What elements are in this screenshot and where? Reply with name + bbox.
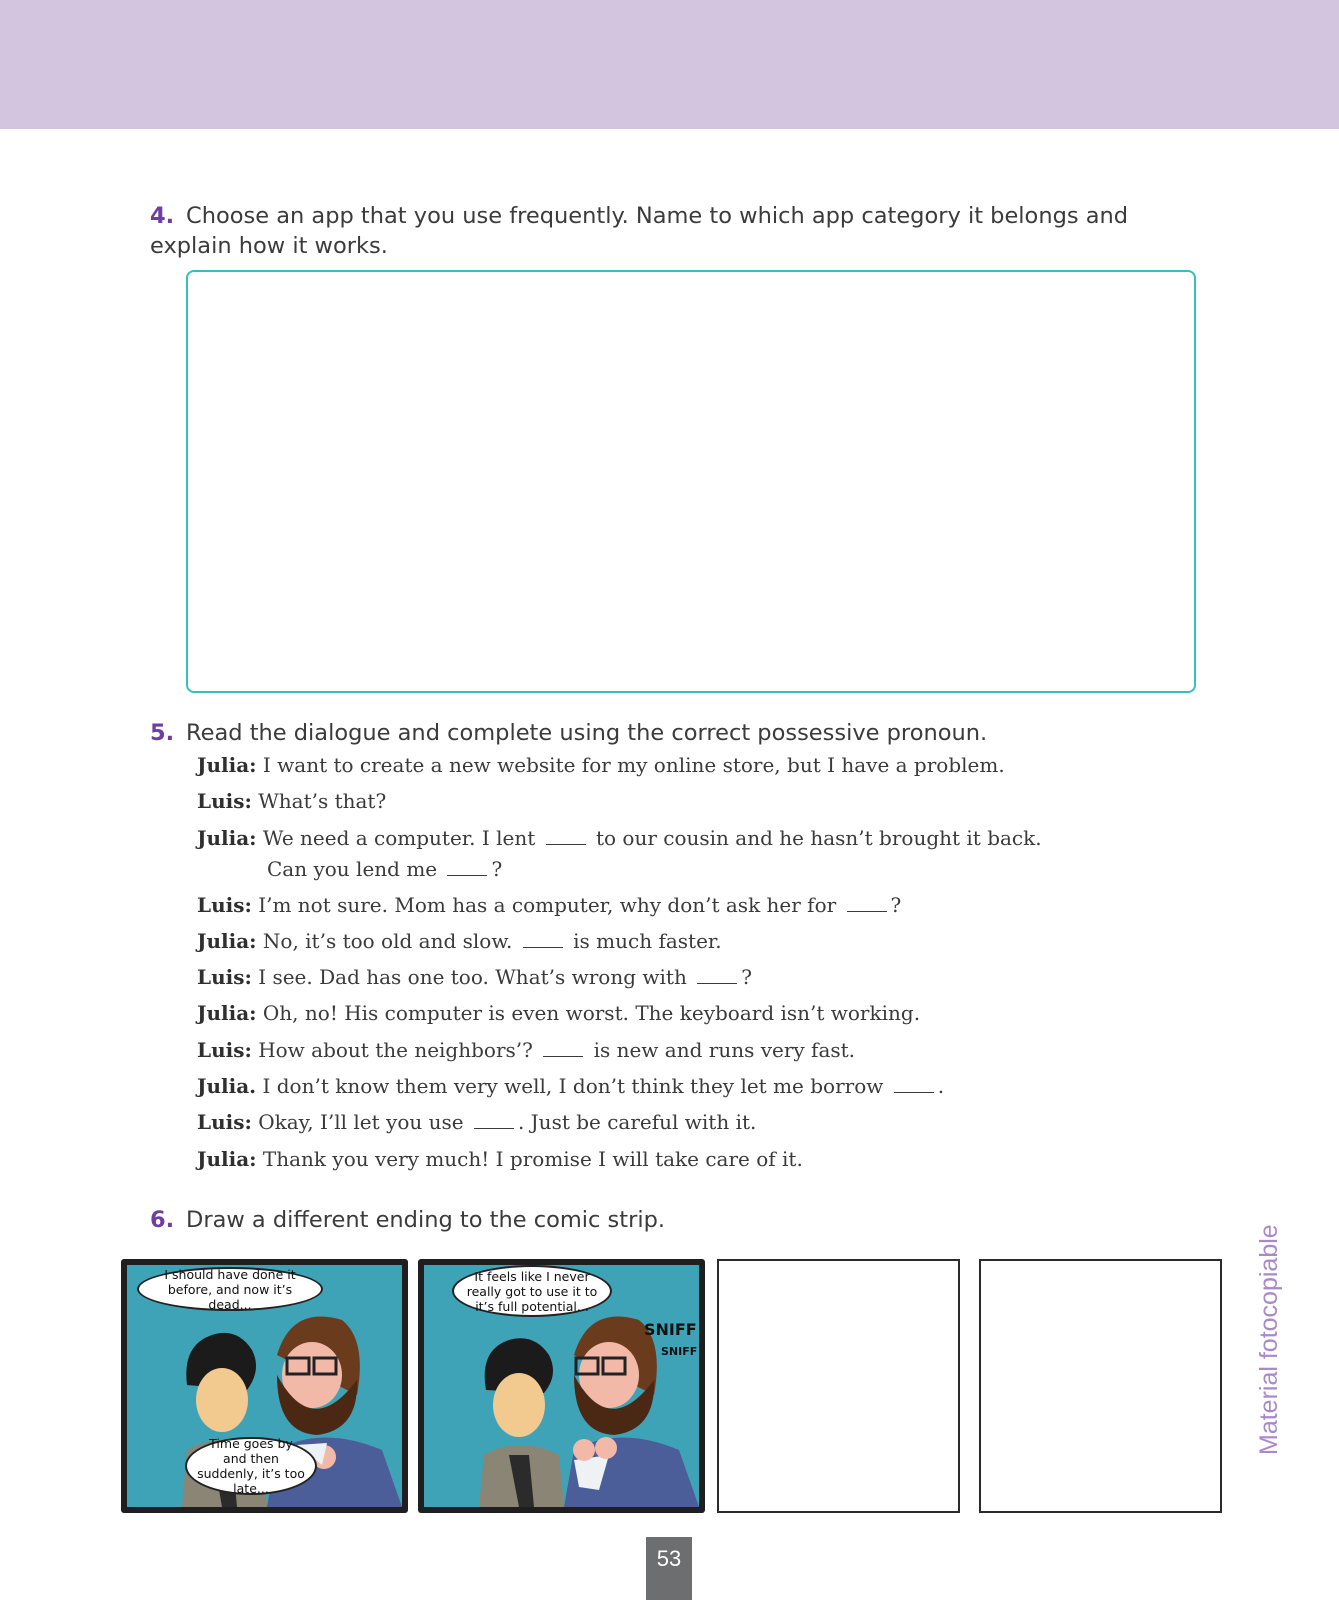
exercise-5-prompt: [150, 718, 987, 748]
photocopiable-label: Material fotocopiable: [1255, 1224, 1283, 1455]
dialogue-line: [197, 825, 1042, 851]
line-text: ?: [890, 893, 902, 917]
answer-blank[interactable]: [546, 830, 586, 845]
line-text: How about the neighbors’?: [258, 1038, 540, 1062]
line-text: Oh, no! His computer is even worst. The keyboard isn’t working.: [262, 1001, 921, 1025]
exercise-5-text: Read the dialogue and complete using the correct possessive pronoun.: [186, 720, 988, 746]
sniff-sound-effect: SNIFF: [644, 1320, 697, 1339]
speaker: Luis:: [197, 893, 252, 917]
speaker: Luis:: [197, 1038, 252, 1062]
dialogue-line: [197, 752, 1005, 778]
answer-blank[interactable]: [447, 861, 487, 876]
drawing-panel-4[interactable]: [979, 1259, 1222, 1513]
line-text: Thank you very much! I promise I will take care of it.: [262, 1147, 803, 1171]
dialogue-line: [197, 964, 752, 990]
exercise-4-answer-box[interactable]: [186, 270, 1196, 693]
line-text: I want to create a new website for my online store, but I have a problem.: [262, 753, 1005, 777]
answer-blank[interactable]: [847, 897, 887, 912]
line-text: Can you lend me: [267, 857, 444, 881]
line-text: ?: [491, 857, 503, 881]
line-text: is much faster.: [566, 929, 722, 953]
page-number: 53: [646, 1537, 692, 1600]
dialogue-line: [197, 892, 901, 918]
speaker: Julia:: [197, 929, 257, 953]
dialogue-line: [197, 1073, 944, 1099]
speech-bubble-top: I should have done it before, and now it’s dead...: [137, 1267, 323, 1311]
line-text: I’m not sure. Mom has a computer, why don’t ask her for: [258, 893, 843, 917]
line-text: No, it’s too old and slow.: [262, 929, 519, 953]
line-text: We need a computer. I lent: [262, 826, 542, 850]
comic-scene: [424, 1265, 699, 1507]
drawing-panel-3[interactable]: [717, 1259, 960, 1513]
exercise-4-number: 4.: [150, 203, 175, 229]
answer-blank[interactable]: [474, 1114, 514, 1129]
answer-blank[interactable]: [894, 1078, 934, 1093]
speaker: Julia.: [197, 1074, 257, 1098]
answer-blank[interactable]: [543, 1042, 583, 1057]
speaker: Luis:: [197, 965, 252, 989]
dialogue-line: [197, 1000, 920, 1026]
line-text: is new and runs very fast.: [587, 1038, 856, 1062]
line-text: I see. Dad has one too. What’s wrong with: [258, 965, 694, 989]
exercise-4-text: Choose an app that you use frequently. Name to which app category it belongs and explain how it works.: [150, 203, 1129, 259]
dialogue-line: [197, 1037, 855, 1063]
line-text: Okay, I’ll let you use: [258, 1110, 470, 1134]
exercise-6-prompt: [150, 1205, 665, 1235]
comic-scene: [127, 1265, 402, 1507]
comic-panel-2: [418, 1259, 705, 1513]
line-text: What’s that?: [258, 789, 387, 813]
line-text: ?: [741, 965, 752, 989]
dialogue-line: [197, 788, 386, 814]
exercise-5-number: 5.: [150, 720, 175, 746]
speaker: Luis:: [197, 1110, 252, 1134]
sniff-sound-effect: SNIFF: [661, 1345, 698, 1358]
dialogue-line: [197, 928, 722, 954]
dialogue-line: [197, 1109, 756, 1135]
speaker: Julia:: [197, 1001, 257, 1025]
dialogue-line: [197, 1146, 803, 1172]
speaker: Julia:: [197, 826, 257, 850]
exercise-4-prompt: [150, 201, 1190, 261]
speech-bubble-bottom: Time goes by and then suddenly, it’s too late...: [185, 1437, 317, 1495]
speech-bubble: It feels like I never really got to use it to it’s full potential...: [452, 1265, 612, 1317]
line-text: to our cousin and he hasn’t brought it back.: [589, 826, 1042, 850]
exercise-6-number: 6.: [150, 1207, 175, 1233]
dialogue-line: [267, 856, 502, 882]
line-text: I don’t know them very well, I don’t think they let me borrow: [262, 1074, 890, 1098]
line-text: .: [937, 1074, 945, 1098]
answer-blank[interactable]: [523, 933, 563, 948]
line-text: . Just be careful with it.: [517, 1110, 757, 1134]
header-band: [0, 0, 1339, 129]
comic-panel-1: [121, 1259, 408, 1513]
answer-blank[interactable]: [697, 969, 737, 984]
speaker: Julia:: [197, 753, 257, 777]
speaker: Julia:: [197, 1147, 257, 1171]
speaker: Luis:: [197, 789, 252, 813]
exercise-6-text: Draw a different ending to the comic strip.: [186, 1207, 666, 1233]
